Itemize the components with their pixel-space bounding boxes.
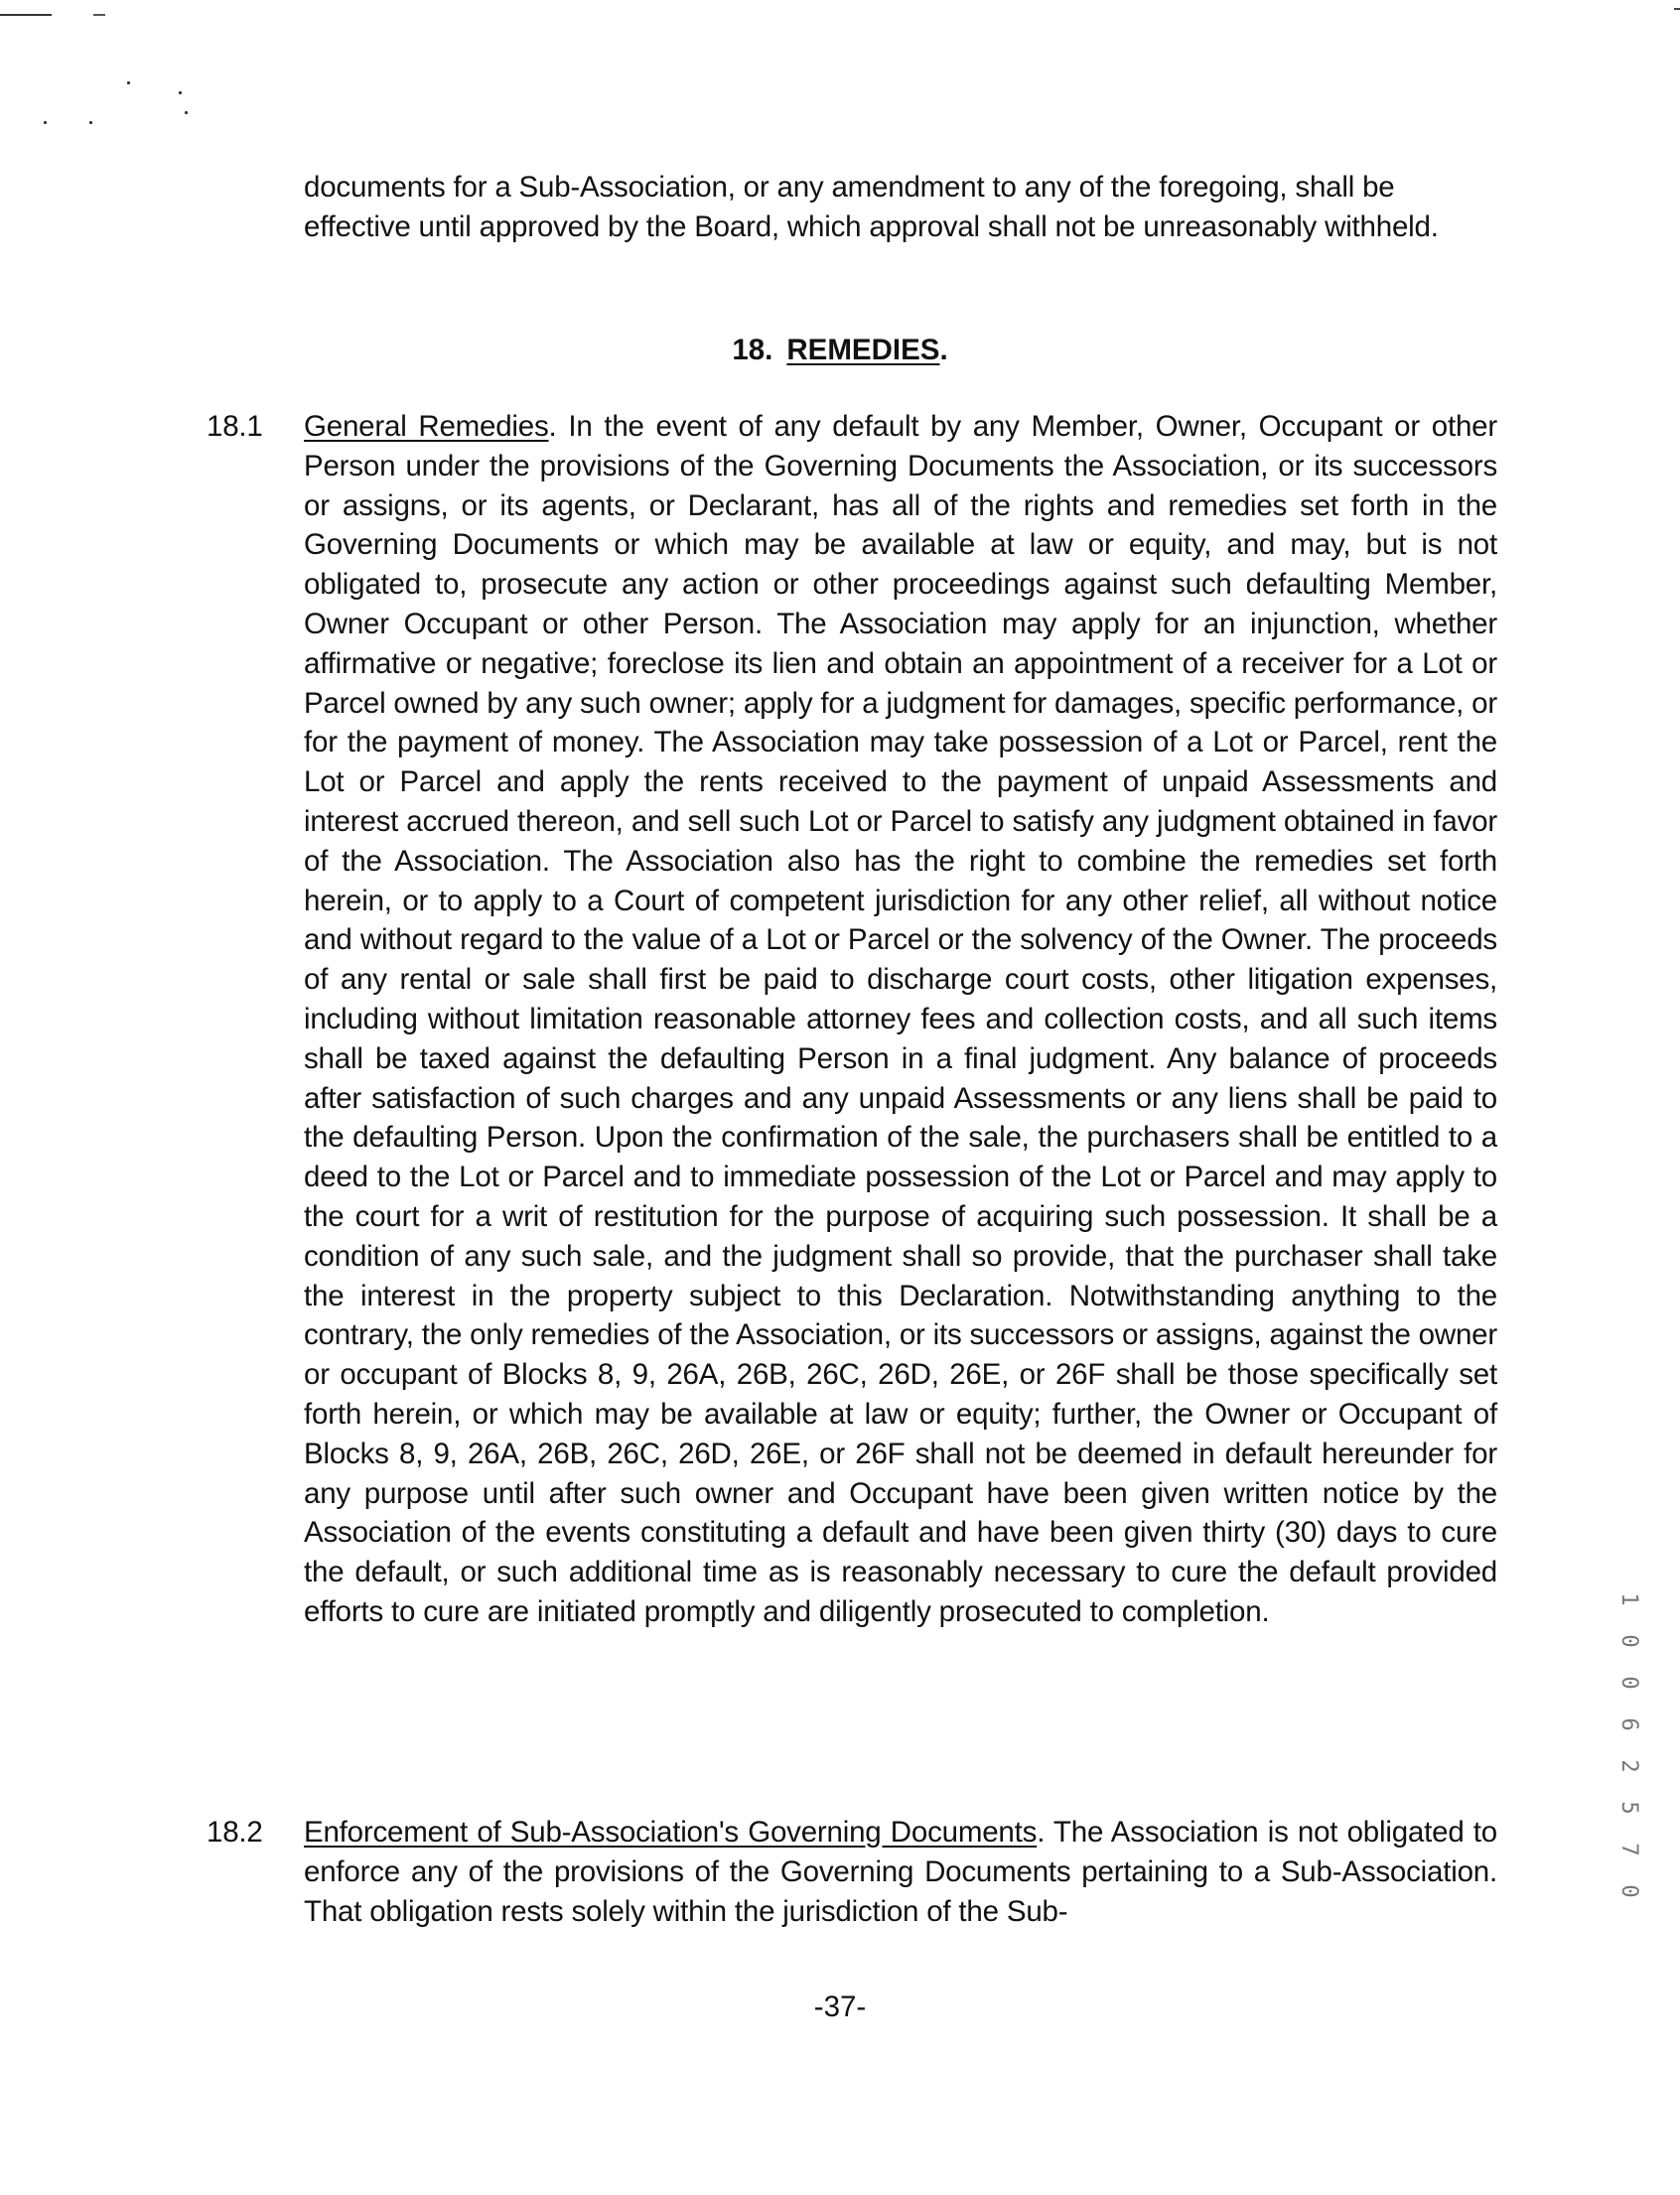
scan-artifact-line [0,14,52,16]
stamp-digit: 0 [1616,1634,1641,1648]
stamp-digit: 5 [1616,1801,1641,1815]
scan-speck [44,121,47,124]
scan-artifact-dash [93,14,105,16]
section-number: 18. [732,334,773,366]
clause-number: 18.1 [207,410,263,443]
stamp-digit: 6 [1616,1717,1641,1731]
stamp-digit: 7 [1616,1843,1641,1856]
scan-speck [127,81,130,84]
stamp-digit: 1 [1616,1592,1641,1606]
clause-body [304,407,1497,1632]
section-title-suffix: . [939,334,948,366]
section-title: REMEDIES [786,334,940,366]
stamp-digit: 0 [1616,1884,1641,1898]
page-number: -37- [813,1990,867,2023]
scan-speck [179,91,182,94]
scan-speck [185,111,188,114]
stamp-digit: 0 [1616,1676,1641,1690]
intro-paragraph [304,168,1495,247]
clause-heading: Enforcement of Sub-Association's Governing Documents [304,1816,1038,1849]
clause-18-1 [207,407,1497,1632]
clause-number: 18.2 [207,1816,263,1849]
clause-heading-suffix: . [548,410,557,443]
clause-text: In the event of any default by any Member, Owner, Occupant or other Person under the provisions of the Governing Documents the Association, or its successors or assigns, or its agents, or Declarant, has all of the rights and remedies set forth in the Governing Documents or which may be available at law or equity, and may, but is not obligated to, prosecute any action or other proceedings against such defaulting Member, Owner Occupant or other Person. The Association may apply for an injunction, whether affirmative or negative; foreclose its lien and obtain an appointment of a receiver for a Lot or Parcel owned by any such owner; apply for a judgment for damages, specific performance, or for the payment of money. The Association may take possession of a Lot or Parcel, rent the Lot or Parcel and apply the rents received to the payment of unpaid Assessments and interest accrued thereon, and sell such Lot or Parcel to satisfy any judgment obtained in favor of the Association. The Association also has the right to combine the remedies set forth herein, or to apply to a Court of competent jurisdiction for any other relief, all without notice and without regard to the value of a Lot or Parcel or the solvency of the Owner. The proceeds of any rental or sale shall first be paid to discharge court costs, other litigation expenses, including without limitation reasonable attorney fees and collection costs, and all such items shall be taxed against the defaulting Person in a final judgment. Any balance of proceeds after satisfaction of such charges and any unpaid Assessments or any liens shall be paid to the defaulting Person. Upon the confirmation of the sale, the purchasers shall be entitled to a deed to the Lot or Parcel and to immediate possession of the Lot or Parcel and may apply to the court for a writ of restitution for the purpose of acquiring such possession. It shall be a condition of any such sale, and the judgment shall so provide, that the purchaser shall take the interest in the property subject to this Declaration. Notwithstanding anything to the contrary, the only remedies of the Association, or its successors or assigns, against the owner or occupant of Blocks 8, 9, 26A, 26B, 26C, 26D, 26E, or 26F shall be those specifically set forth herein, or which may be available at law or equity; further, the Owner or Occupant of Blocks 8, 9, 26A, 26B, 26C, 26D, 26E, or 26F shall not be deemed in default hereunder for any purpose until after such owner and Occupant have been given written notice by the Association of the events constituting a default and have been given thirty (30) days to cure the default, or such additional time as is reasonably necessary to cure the default provided efforts to cure are initiated promptly and diligently prosecuted to completion. [304,410,1498,1628]
clause-body [304,1813,1497,1931]
scan-speck [89,121,92,124]
side-filing-stamp [1609,1588,1648,1916]
clause-heading-suffix: . [1037,1816,1046,1849]
section-heading [0,331,1680,370]
clause-text: The Association is not obligated to enforce any of the provisions of the Governing Documents pertaining to a Sub-Association. That obligation rests solely within the jurisdiction of the Sub- [304,1816,1497,1928]
stamp-digit: 2 [1616,1759,1641,1773]
clause-heading: General Remedies [304,410,549,443]
intro-text: documents for a Sub-Association, or any amendment to any of the foregoing, shall be effective until approved by the Board, which approval shall not be unreasonably withheld. [304,171,1439,243]
scan-artifact-corner [1674,8,1680,10]
clause-18-2 [207,1813,1497,1931]
